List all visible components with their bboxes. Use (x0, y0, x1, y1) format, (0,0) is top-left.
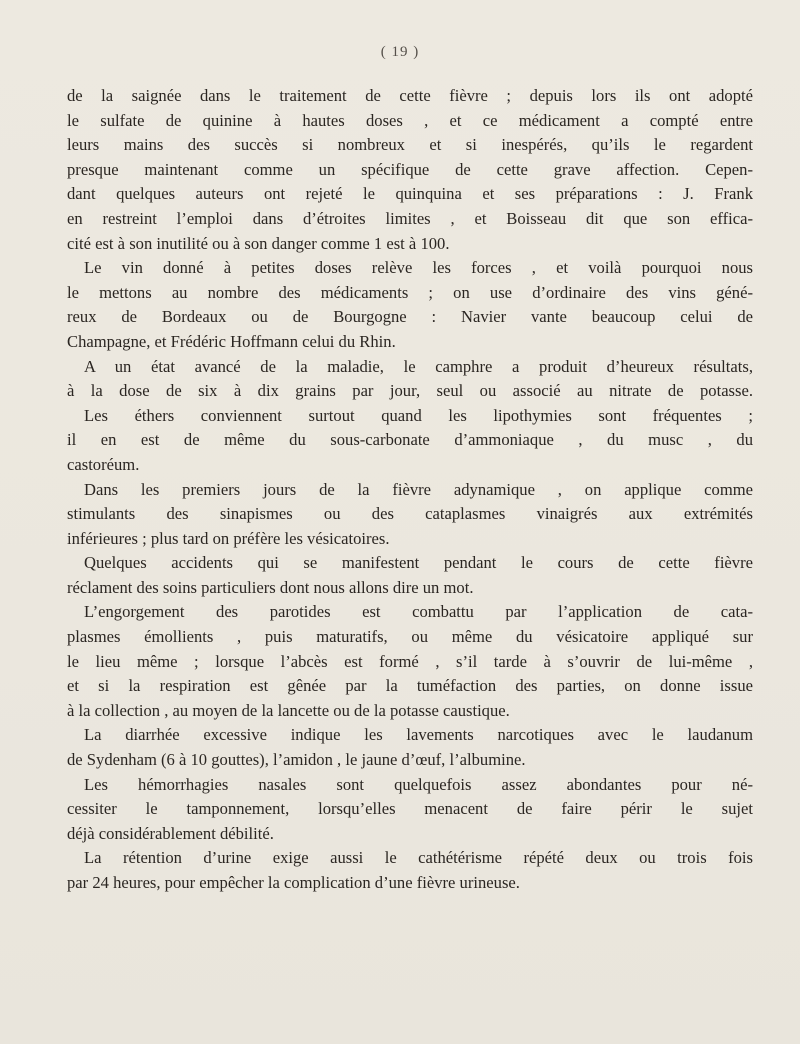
text-line: cité est à son inutilité ou à son danger comme 1 est à 100. (67, 233, 450, 253)
body-text (67, 84, 753, 896)
page-number: ( 19 ) (380, 44, 420, 60)
text-line: à la collection , au moyen de la lancette ou de la potasse caustique. (67, 700, 510, 720)
text-line: Les hémorrhagies nasales sont quelquefois assez abondantes pour né- (84, 774, 753, 794)
text-line: par 24 heures, pour empêcher la complication d’une fièvre urineuse. (67, 873, 520, 892)
text-line: plasmes émollients , puis maturatifs, ou même du vésicatoire appliqué sur (67, 627, 753, 647)
text-line: leurs mains des succès si nombreux et si inespérés, qu’ils le regardent (67, 135, 753, 155)
text-line: dant quelques auteurs ont rejeté le quinquina et ses préparations : J. Frank (67, 184, 753, 204)
text-line: Le vin donné à petites doses relève les forces , et voilà pourquoi nous (84, 258, 753, 278)
text-line: le mettons au nombre des médicaments ; on use d’ordinaire des vins géné- (67, 282, 753, 302)
text-line: inférieures ; plus tard on préfère les vésicatoires. (67, 528, 390, 548)
text-line: le lieu même ; lorsque l’abcès est formé , s’il tarde à s’ouvrir de lui-même , (67, 651, 753, 671)
text-line: La rétention d’urine exige aussi le cathétérisme répété deux ou trois fois (84, 848, 753, 868)
text-line: il en est de même du sous-carbonate d’ammoniaque , du musc , du (67, 430, 753, 450)
text-line: L’engorgement des parotides est combattu par l’application de cata- (84, 602, 753, 622)
text-line: à la dose de six à dix grains par jour, seul ou associé au nitrate de potasse. (67, 381, 753, 401)
text-line: Dans les premiers jours de la fièvre adynamique , on applique comme (84, 479, 753, 499)
text-line: cessiter le tamponnement, lorsqu’elles menacent de faire périr le sujet (67, 799, 753, 819)
text-line: presque maintenant comme un spécifique de cette grave affection. Cepen- (67, 159, 753, 179)
text-line: reux de Bordeaux ou de Bourgogne : Navier vante beaucoup celui de (67, 307, 753, 327)
text-line: Quelques accidents qui se manifestent pendant le cours de cette fièvre (84, 553, 753, 573)
text-line: de Sydenham (6 à 10 gouttes), l’amidon , le jaune d’œuf, l’albumine. (67, 750, 526, 770)
text-line: déjà considérablement débilité. (67, 823, 274, 843)
text-line: castoréum. (67, 454, 140, 474)
text-line: et si la respiration est gênée par la tuméfaction des parties, on donne issue (67, 676, 753, 696)
text-line: en restreint l’emploi dans d’étroites limites , et Boisseau dit que son effica- (67, 208, 753, 228)
text-line: La diarrhée excessive indique les lavements narcotiques avec le laudanum (84, 725, 753, 745)
text-line: A un état avancé de la maladie, le camphre a produit d’heureux résultats, (84, 356, 753, 376)
text-line: le sulfate de quinine à hautes doses , et ce médicament a compté entre (67, 110, 753, 130)
text-line: de la saignée dans le traitement de cette fièvre ; depuis lors ils ont adopté (67, 86, 753, 105)
text-line: Champagne, et Frédéric Hoffmann celui du Rhin. (67, 331, 396, 351)
text-line: réclament des soins particuliers dont nous allons dire un mot. (67, 577, 474, 597)
text-line: stimulants des sinapismes ou des cataplasmes vinaigrés aux extrémités (67, 504, 753, 524)
text-line: Les éthers conviennent surtout quand les lipothymies sont fréquentes ; (84, 405, 753, 425)
